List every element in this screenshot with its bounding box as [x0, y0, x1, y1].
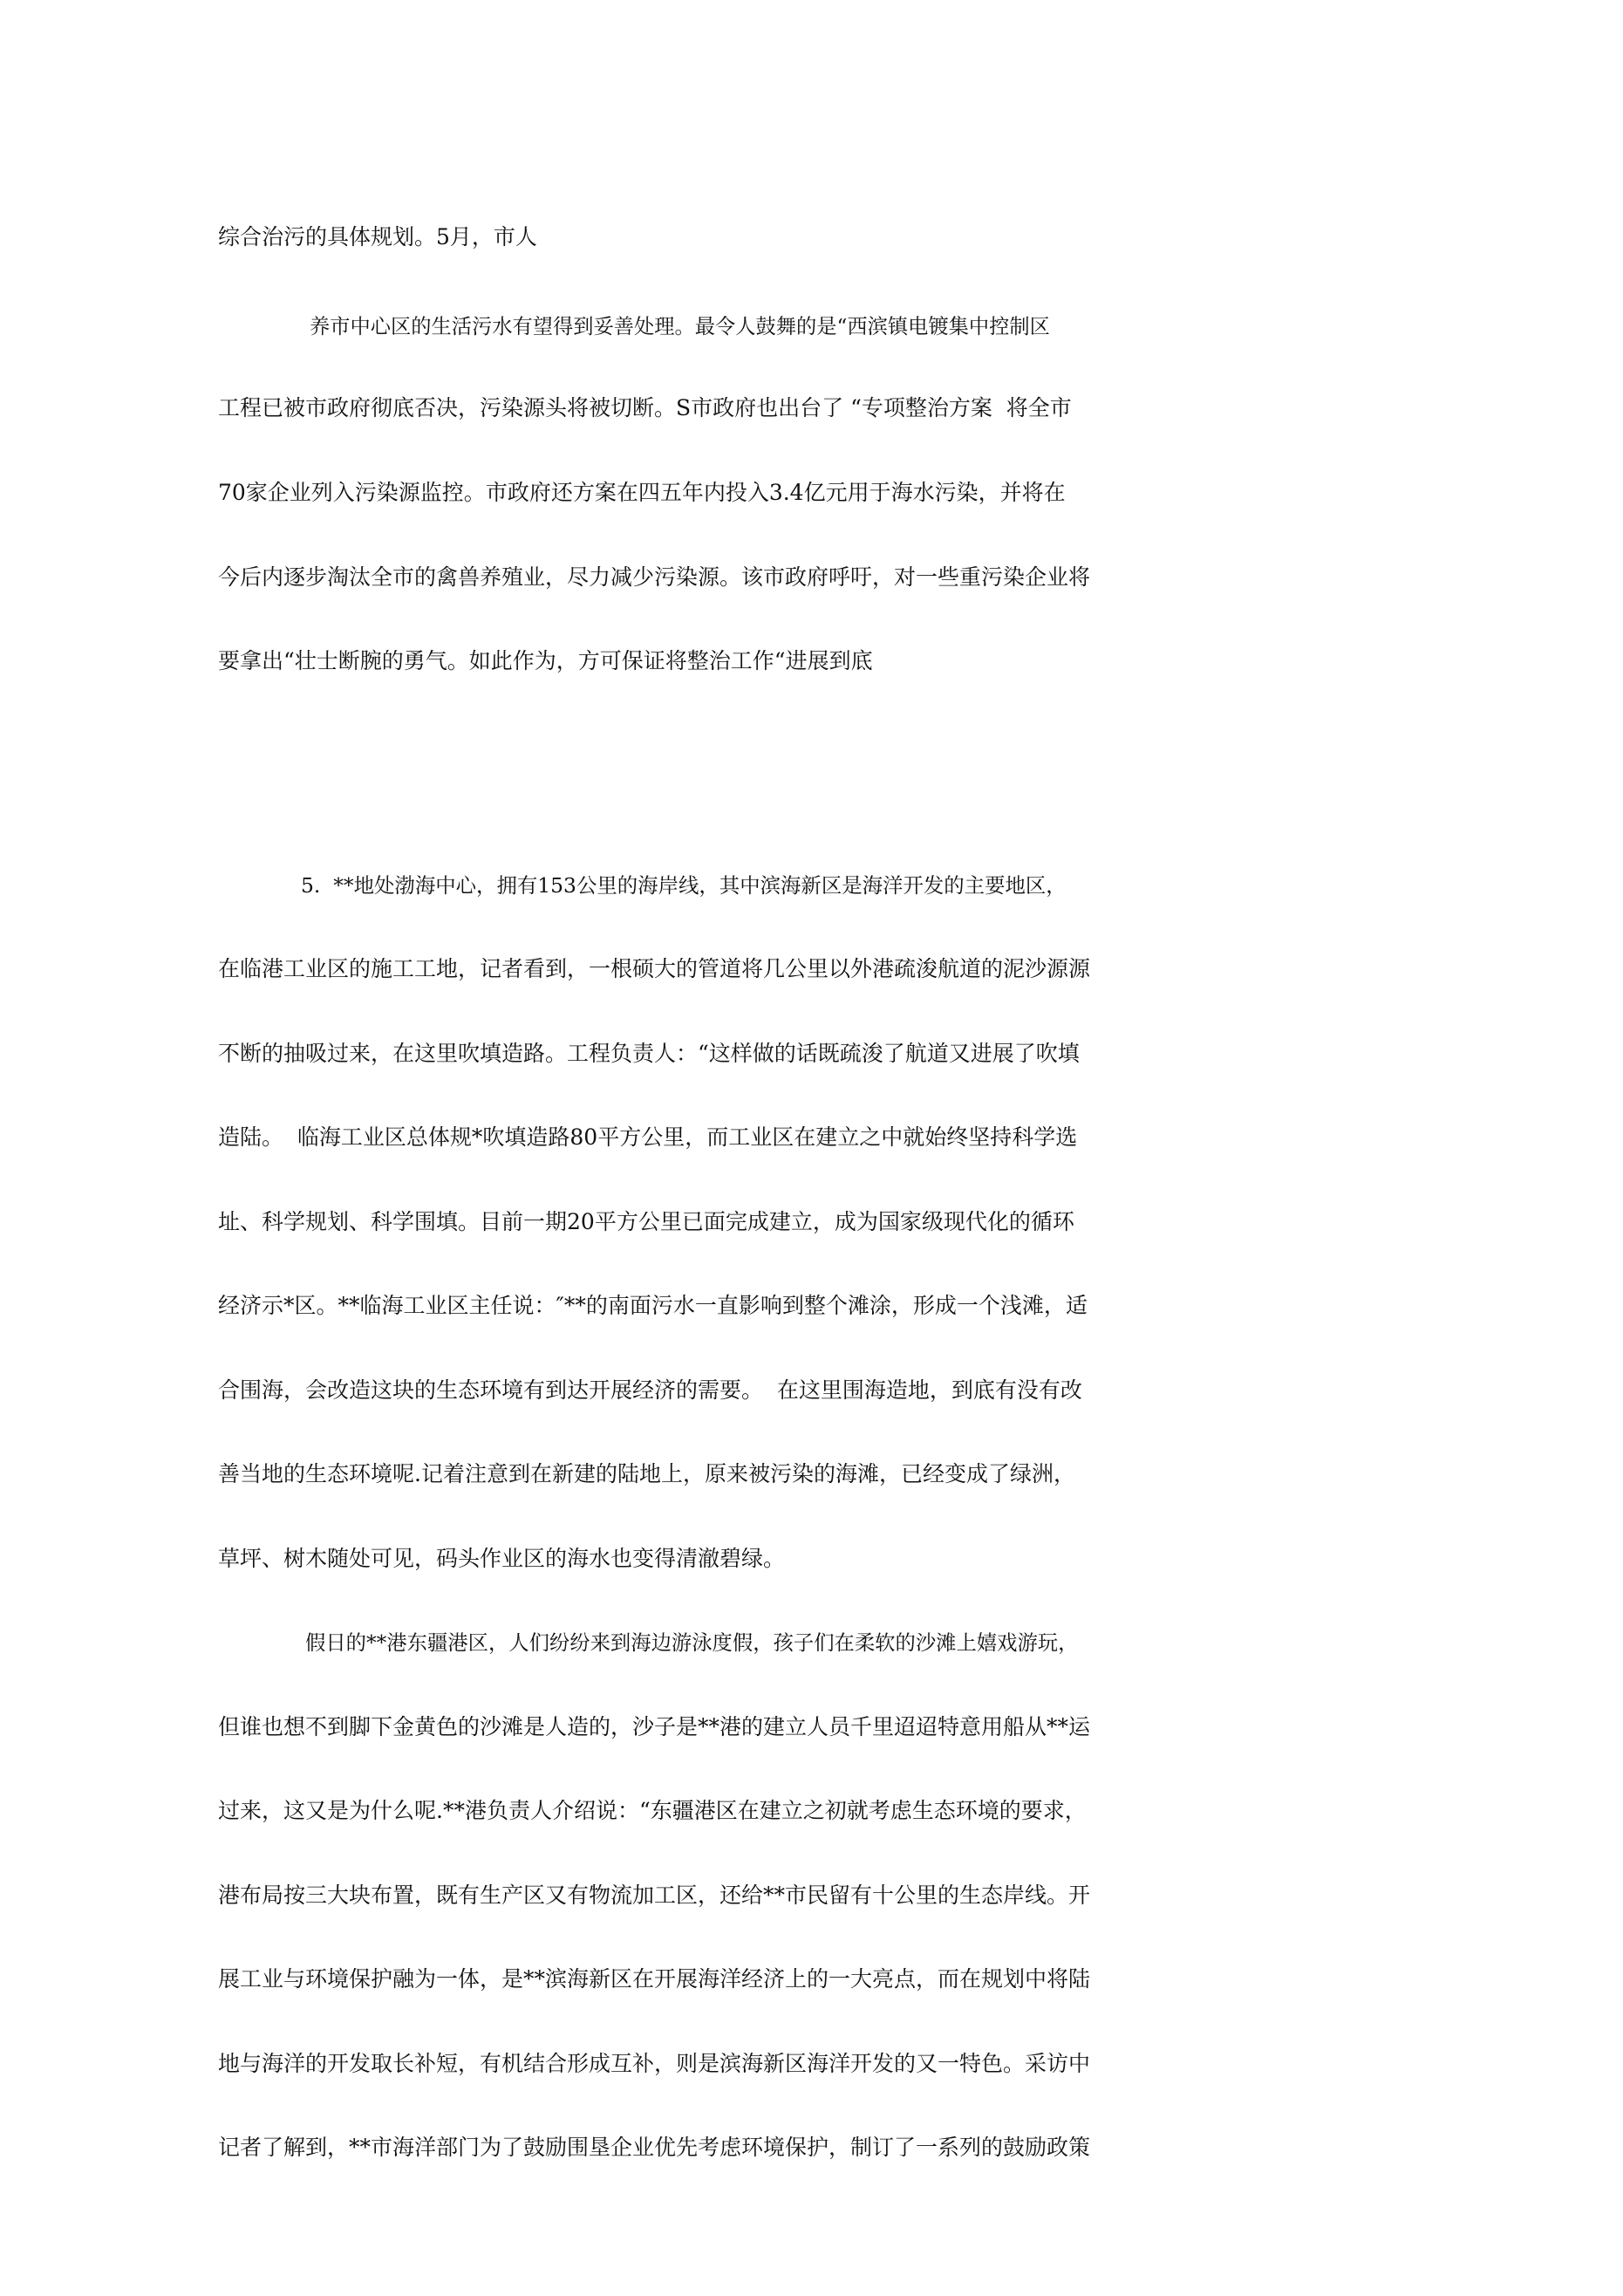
paragraph-line: 假日的**港东疆港区，人们纷纷来到海边游泳度假，孩子们在柔软的沙滩上嬉戏游玩，: [305, 1630, 1079, 1655]
paragraph-line: 草坪、树木随处可见，码头作业区的海水也变得清澈碧绿。: [218, 1546, 786, 1571]
paragraph-line: 要拿出“壮士断腕的勇气。如此作为，方可保证将整治工作“进展到底: [218, 648, 873, 673]
paragraph-line: 址、科学规划、科学围填。目前一期20平方公里已面完成建立，成为国家级现代化的循环: [218, 1209, 1074, 1234]
paragraph-line: 经济示*区。**临海工业区主任说：″**的南面污水一直影响到整个滩涂，形成一个浅滩，适: [218, 1293, 1088, 1318]
paragraph-line: 合围海，会改造这块的生态环境有到达开展经济的需要。 在这里围海造地，到底有没有改: [218, 1377, 1082, 1403]
paragraph-line: 港布局按三大块布置，既有生产区又有物流加工区，还给**市民留有十公里的生态岸线。开: [218, 1883, 1091, 1908]
paragraph-line: 养市中心区的生活污水有望得到妥善处理。最令人鼓舞的是“西滨镇电镀集中控制区: [310, 315, 1050, 338]
paragraph-line: 5. **地处渤海中心，拥有153公里的海岸线，其中滨海新区是海洋开发的主要地区，: [301, 873, 1067, 898]
paragraph-line: 记者了解到，**市海洋部门为了鼓励围垦企业优先考虑环境保护，制订了一系列的鼓励政策: [218, 2135, 1091, 2160]
paragraph-line: 在临港工业区的施工工地，记者看到，一根硕大的管道将几公里以外港疏浚航道的泥沙源源: [218, 956, 1091, 981]
paragraph-line: 善当地的生态环境呢.记着注意到在新建的陆地上，原来被污染的海滩，已经变成了绿洲，: [218, 1461, 1075, 1486]
paragraph-line: 工程已被市政府彻底否决，污染源头将被切断。S市政府也出台了 “专项整治方案 将全市: [218, 395, 1072, 420]
paragraph-line: 地与海洋的开发取长补短，有机结合形成互补，则是滨海新区海洋开发的又一特色。采访中: [218, 2051, 1091, 2076]
paragraph-line: 造陆。 临海工业区总体规*吹填造路80平方公里，而工业区在建立之中就始终坚持科学选: [218, 1124, 1078, 1150]
paragraph-line: 不断的抽吸过来，在这里吹填造路。工程负责人：“这样做的话既疏浚了航道又进展了吹填: [218, 1041, 1080, 1066]
paragraph-line: 过来，这又是为什么呢.**港负责人介绍说：“东疆港区在建立之初就考虑生态环境的要求，: [218, 1798, 1087, 1823]
paragraph-line: 70家企业列入污染源监控。市政府还方案在四五年内投入3.4亿元用于海水污染，并将在: [218, 480, 1066, 505]
paragraph-line: 今后内逐步淘汰全市的禽兽养殖业，尽力减少污染源。该市政府呼吁，对一些重污染企业将: [218, 564, 1091, 590]
paragraph-line: 但谁也想不到脚下金黄色的沙滩是人造的，沙子是**港的建立人员千里迢迢特意用船从**运: [218, 1714, 1091, 1739]
paragraph-line: 综合治污的具体规划。5月，市人: [218, 224, 537, 249]
paragraph-line: 展工业与环境保护融为一体，是**滨海新区在开展海洋经济上的一大亮点，而在规划中将陆: [218, 1966, 1091, 1992]
